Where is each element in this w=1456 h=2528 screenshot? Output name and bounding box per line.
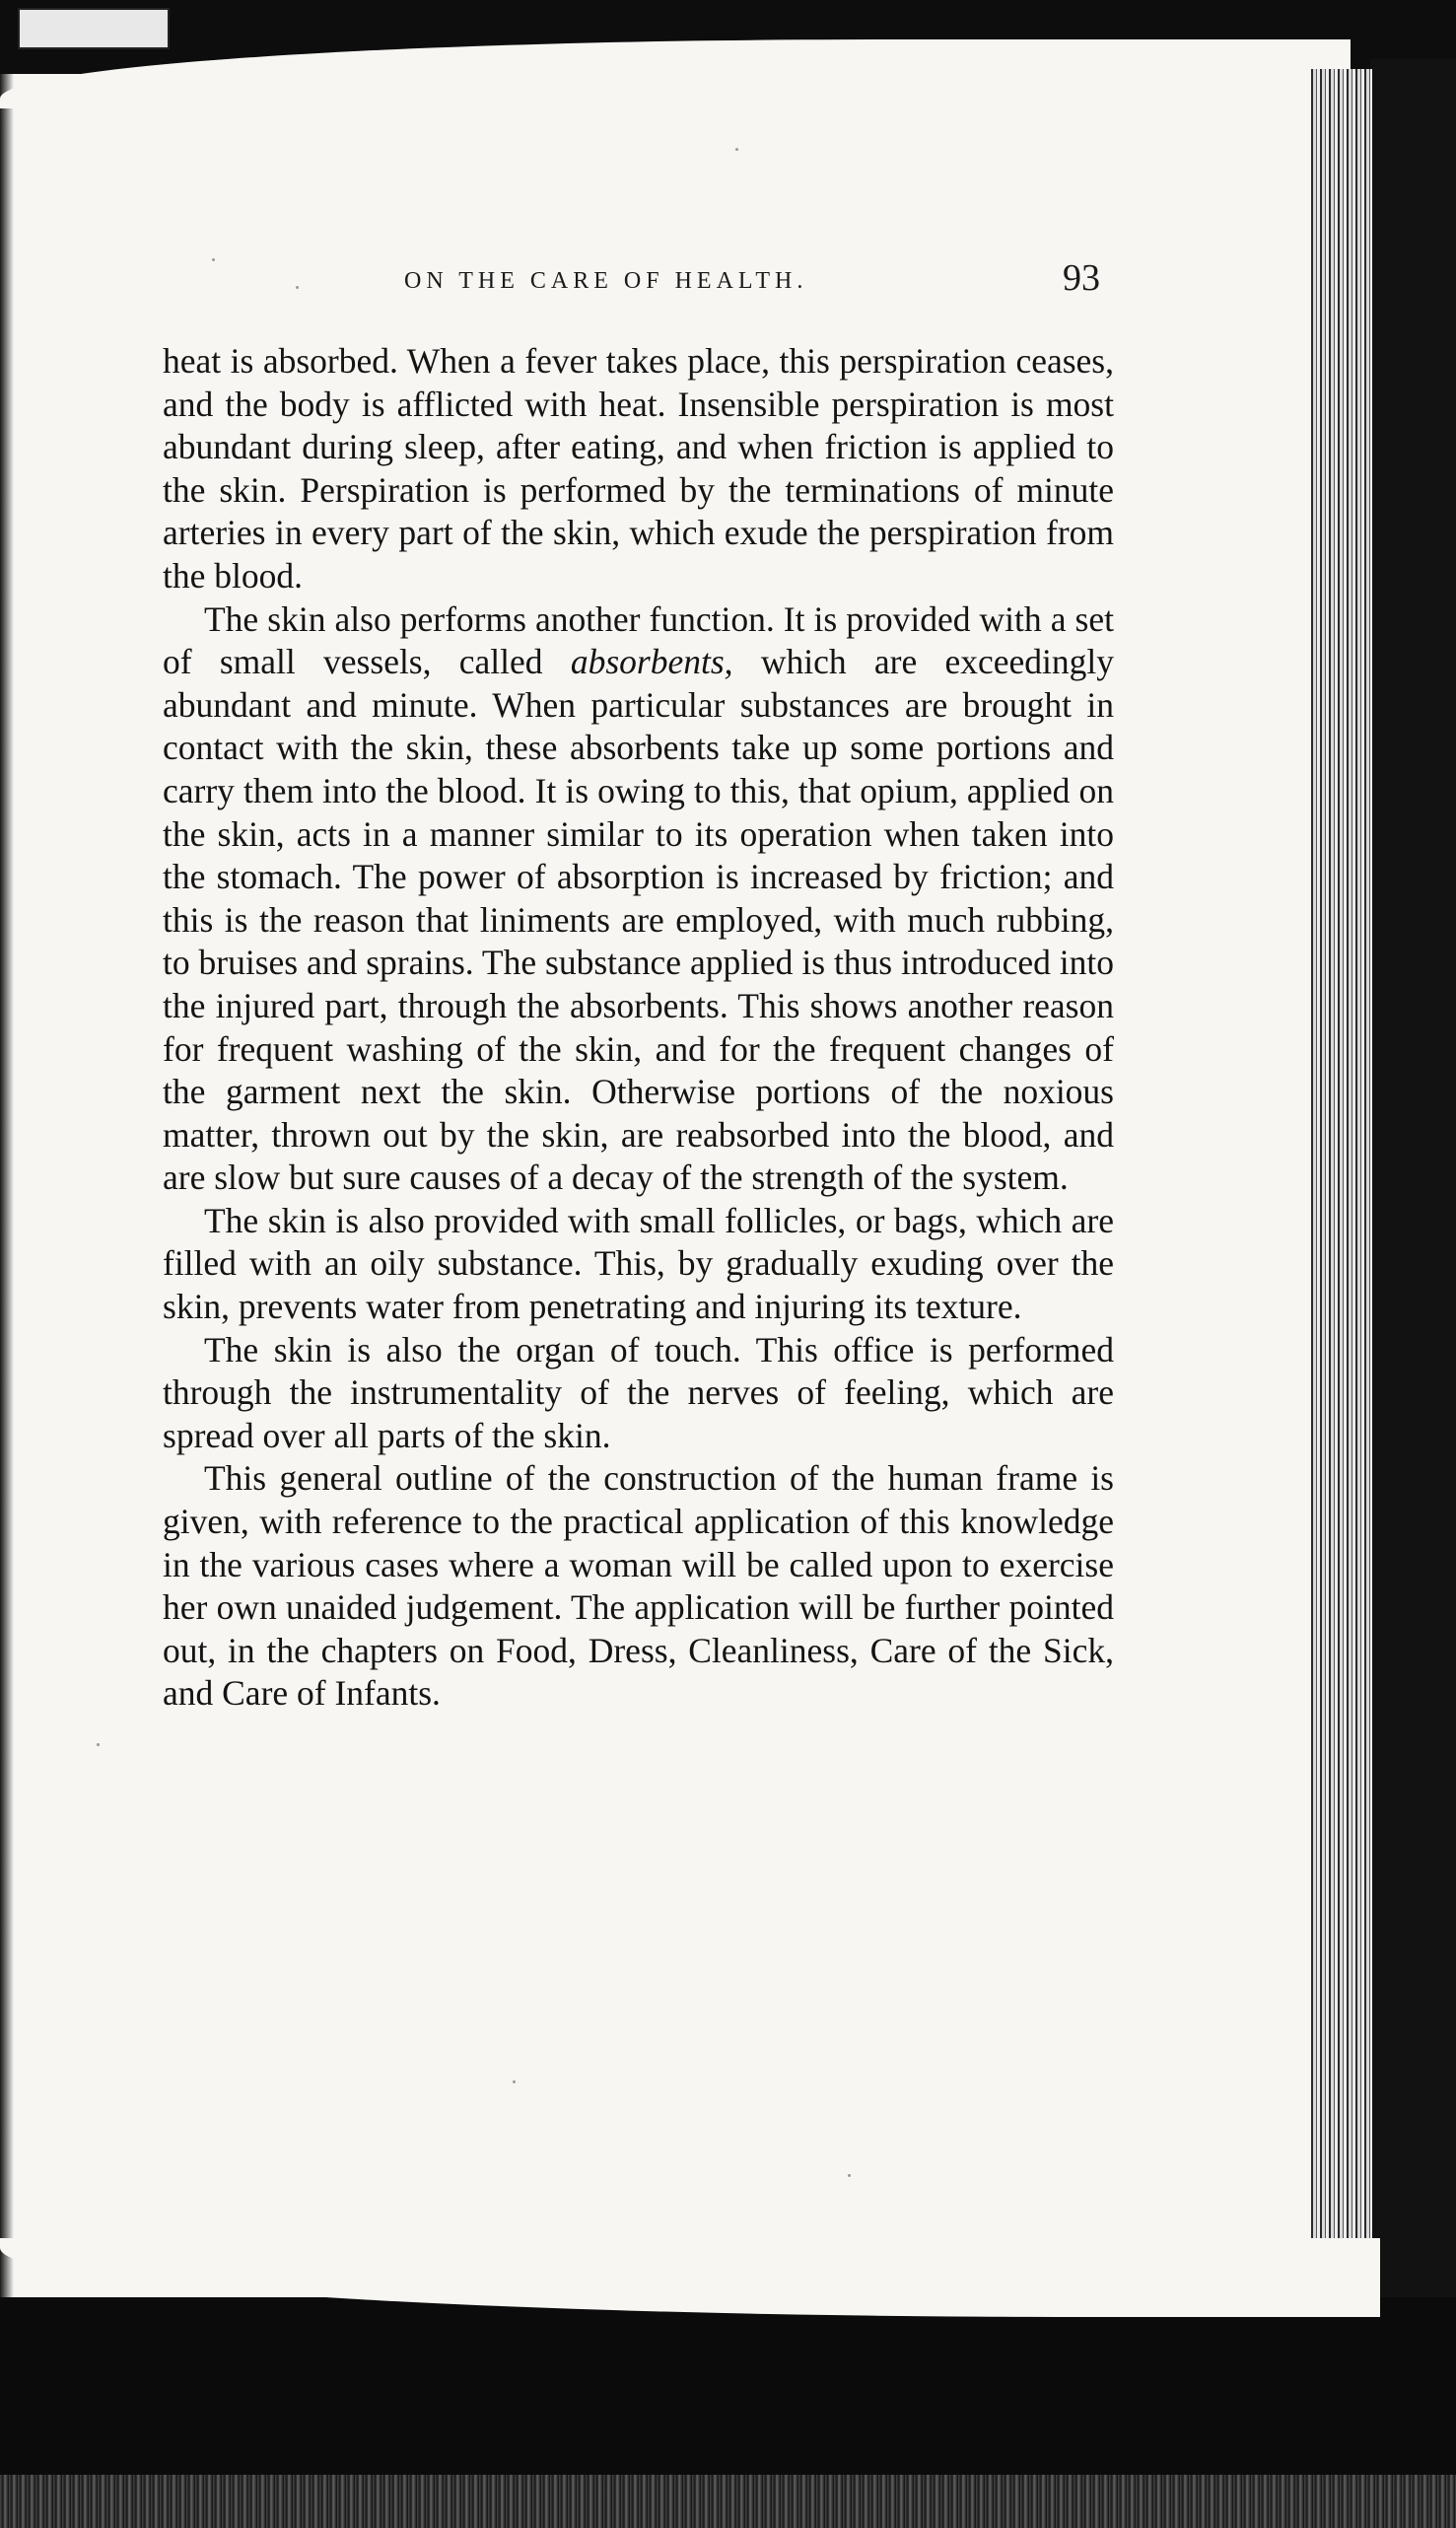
- ink-speck: [513, 2080, 516, 2083]
- page-number: 93: [1063, 257, 1100, 299]
- ink-speck: [97, 1743, 100, 1746]
- paragraph: The skin is also provided with small follicles, or bags, which are filled with an oily substance. This, by gradually exuding over the skin, prevents water from penetrating and injuring its texture.: [163, 1200, 1114, 1327]
- body-text: [163, 340, 1114, 1716]
- book-page-edges: [1311, 69, 1372, 2528]
- bottom-scan-noise: [0, 2475, 1456, 2528]
- paragraph-text: which are exceedingly abundant and minute. When particular substances are brought in contact with the skin, these absorbents take up some portions and carry them into the blood. It is owing to this, that opium, applied on the skin, acts in a manner similar to its operation when taken into the stomach. The power of absorption is increased by friction; and this is the reason that liniments are employed, with much rubbing, to bruises and sprains. The substance applied is thus introduced into the injured part, through the absorbents. This shows another reason for frequent washing of the skin, and for the frequent changes of the garment next the skin. Otherwise portions of the noxious matter, thrown out by the skin, are reabsorbed into the blood, and are slow but sure causes of a decay of the strength of the system.: [163, 642, 1114, 1198]
- ink-speck: [212, 258, 215, 261]
- ink-speck: [296, 286, 299, 289]
- right-scan-border: [1370, 59, 1456, 2528]
- paragraph-text: The skin also performs another function. It is provided with a set of small vessels, called: [163, 598, 1114, 682]
- ink-speck: [848, 2174, 851, 2177]
- paragraph: [163, 598, 1114, 1200]
- paragraph: The skin is also the organ of touch. This office is performed through the instrumentality of the nerves of feeling, which are spread over all parts of the skin.: [163, 1329, 1114, 1455]
- paragraph: This general outline of the construction of the human frame is given, with reference to the practical application of this knowledge in the various cases where a woman will be called upon to exercise her own unaided judgement. The application will be further pointed out, in the chapters on Food, Dress, Cleanliness, Care of the Sick, and Care of Infants.: [163, 1458, 1114, 1714]
- emphasized-term: absorbents,: [570, 642, 733, 682]
- scanner-tab: [18, 8, 170, 49]
- left-scan-shadow: [0, 0, 14, 2528]
- ink-speck: [735, 148, 738, 151]
- running-head: ON THE CARE OF HEALTH.: [404, 268, 808, 294]
- paragraph: heat is absorbed. When a fever takes place, this perspiration ceases, and the body is afflicted with heat. Insensible perspiration is most abundant during sleep, after eating, and when friction is applied to the skin. Perspiration is performed by the terminations of minute arteries in every part of the skin, which exude the perspiration from the blood.: [163, 341, 1114, 596]
